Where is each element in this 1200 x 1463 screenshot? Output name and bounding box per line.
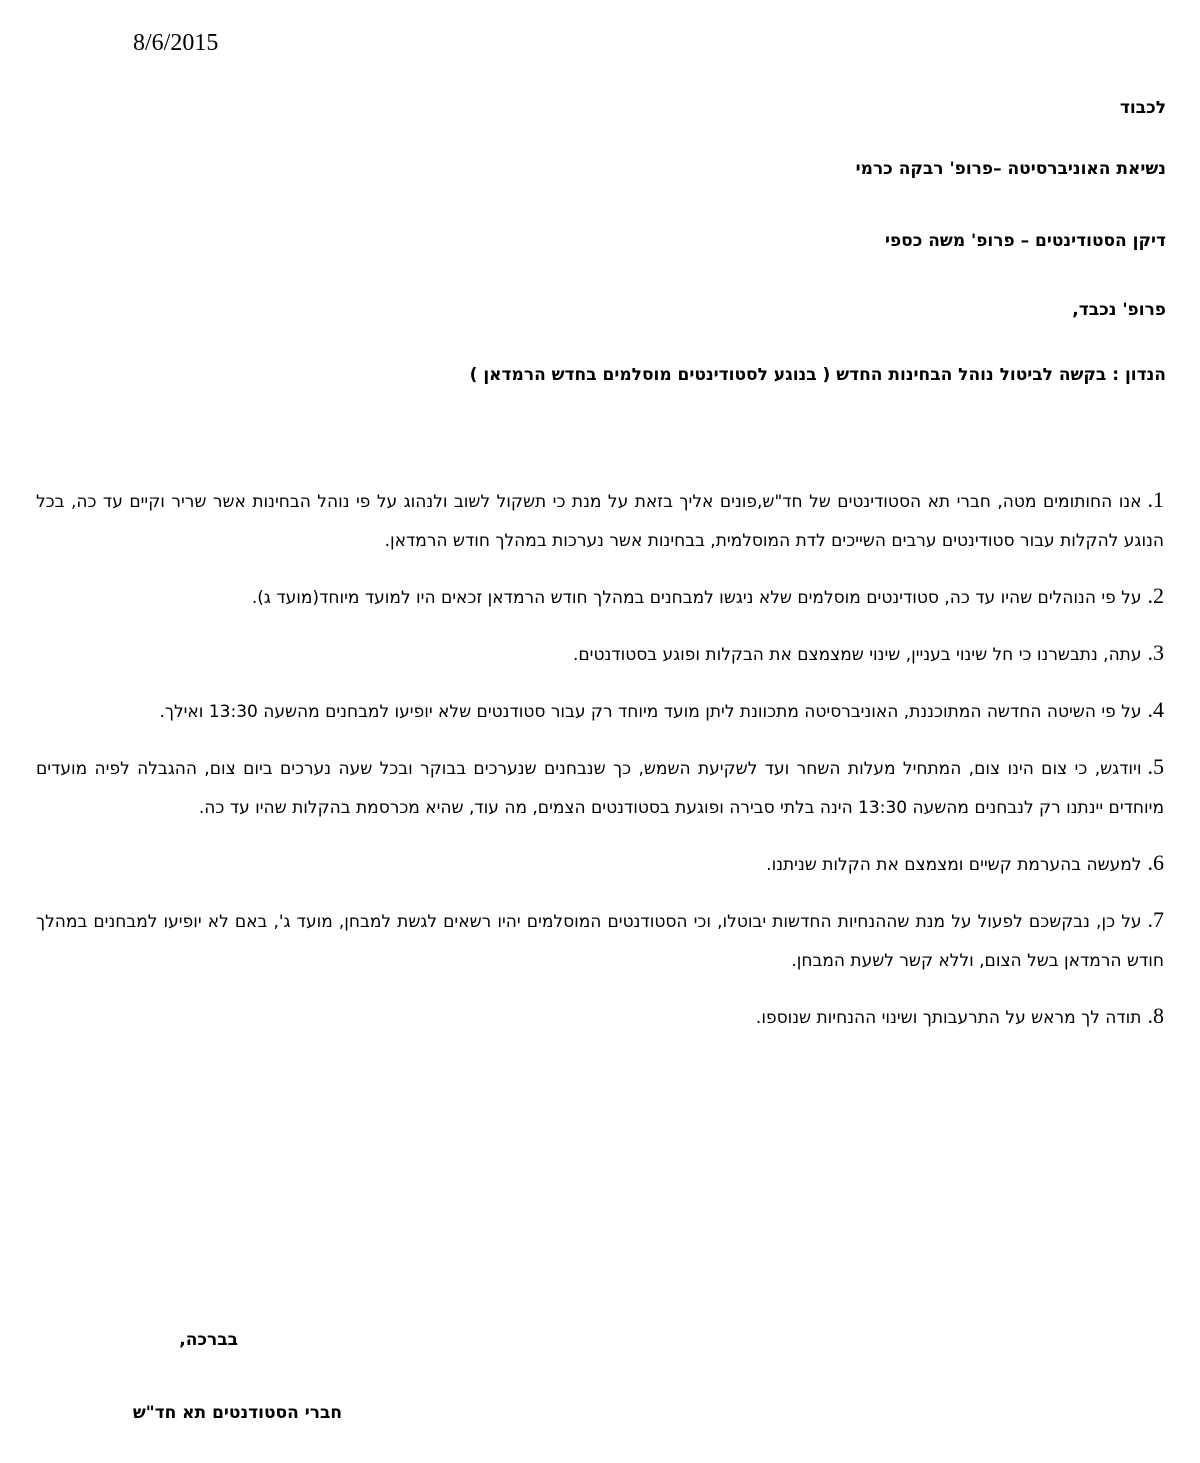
salutation-to: לכבוד <box>1119 98 1166 118</box>
item-number: 8. <box>1147 1003 1164 1028</box>
item-number: 6. <box>1147 850 1164 875</box>
item-number: 2. <box>1147 583 1164 608</box>
item-text: עתה, נתבשרנו כי חל שינוי בעניין, שינוי שמצמצם את הבקלות ופוגע בסטודנטים. <box>572 645 1142 665</box>
item-number: 5. <box>1147 754 1164 779</box>
item-text: תודה לך מראש על התרעבותך ושינוי ההנחיות שנוספו. <box>755 1008 1142 1028</box>
item-number: 4. <box>1147 697 1164 722</box>
subject-line: הנדון : בקשה לביטול נוהל הבחינות החדש ( בנוגע לסטודינטים מוסלמים בחדש הרמדאן ) <box>469 365 1166 385</box>
list-item <box>36 843 1164 885</box>
recipient-dean: דיקן הסטודינטים – פרופ' משה כספי <box>884 231 1166 251</box>
signature: חברי הסטודנטים תא חד"ש <box>132 1403 342 1423</box>
list-item <box>36 480 1164 561</box>
item-number: 1. <box>1147 487 1164 512</box>
list-item <box>36 900 1164 981</box>
item-text: אנו החותומים מטה, חברי תא הסטודינטים של חד"ש,פונים אליך בזאת על מנת כי תשקול לשוב ולנהוג על פי נוהל הבחינות אשר שריר וקיים עד כה, בכל הנוגע להקלות עבור סטודינטים ערבים השייכים לדת המוסלמית, בבחינות אשר נערכות במהלך חודש הרמדאן. <box>36 492 1164 551</box>
item-text: למעשה בהערמת קשיים ומצמצם את הקלות שניתנו. <box>766 855 1142 875</box>
greeting: פרופ' נכבד, <box>1072 300 1166 320</box>
list-item <box>36 747 1164 828</box>
list-item <box>36 633 1164 675</box>
letter-body <box>36 480 1164 1053</box>
list-item <box>36 996 1164 1038</box>
item-text: ויודגש, כי צום הינו צום, המתחיל מעלות השחר ועד לשקיעת השמש, כך שנבחנים שנערכים בבוקר ובכל שעה נערכים ביום צום, ההגבלה לפיה מועדים מיוחדים יינתנו רק לנבחנים מהשעה 13:30 הינה בלתי סבירה ופוגעת בסטודנטים הצמים, מה עוד, שהיא מכרסמת בהקלות שהיו עד כה. <box>36 759 1164 818</box>
item-text: על פי הנוהלים שהיו עד כה, סטודינטים מוסלמים שלא ניגשו למבחנים במהלך חודש הרמדאן זכאים היו למועד מיוחד(מועד ג). <box>251 588 1142 608</box>
item-number: 3. <box>1147 640 1164 665</box>
item-number: 7. <box>1147 907 1164 932</box>
item-text: על כן, נבקשכם לפעול על מנת שההנחיות החדשות יבוטלו, וכי הסטודנטים המוסלמים יהיו רשאים לגשת למבחן, מועד ג', באם לא יופיעו למבחנים במהלך חודש הרמדאן בשל הצום, וללא קשר לשעת המבחן. <box>36 912 1164 971</box>
letter-date: 8/6/2015 <box>133 30 219 56</box>
closing: בברכה, <box>179 1330 238 1350</box>
recipient-president: נשיאת האוניברסיטה –פרופ' רבקה כרמי <box>855 159 1166 179</box>
list-item <box>36 690 1164 732</box>
list-item <box>36 576 1164 618</box>
item-text: על פי השיטה החדשה המתוכננת, האוניברסיטה מתכוונת ליתן מועד מיוחד רק עבור סטודנטים שלא יופיעו למבחנים מהשעה 13:30 ואילך. <box>159 702 1142 722</box>
